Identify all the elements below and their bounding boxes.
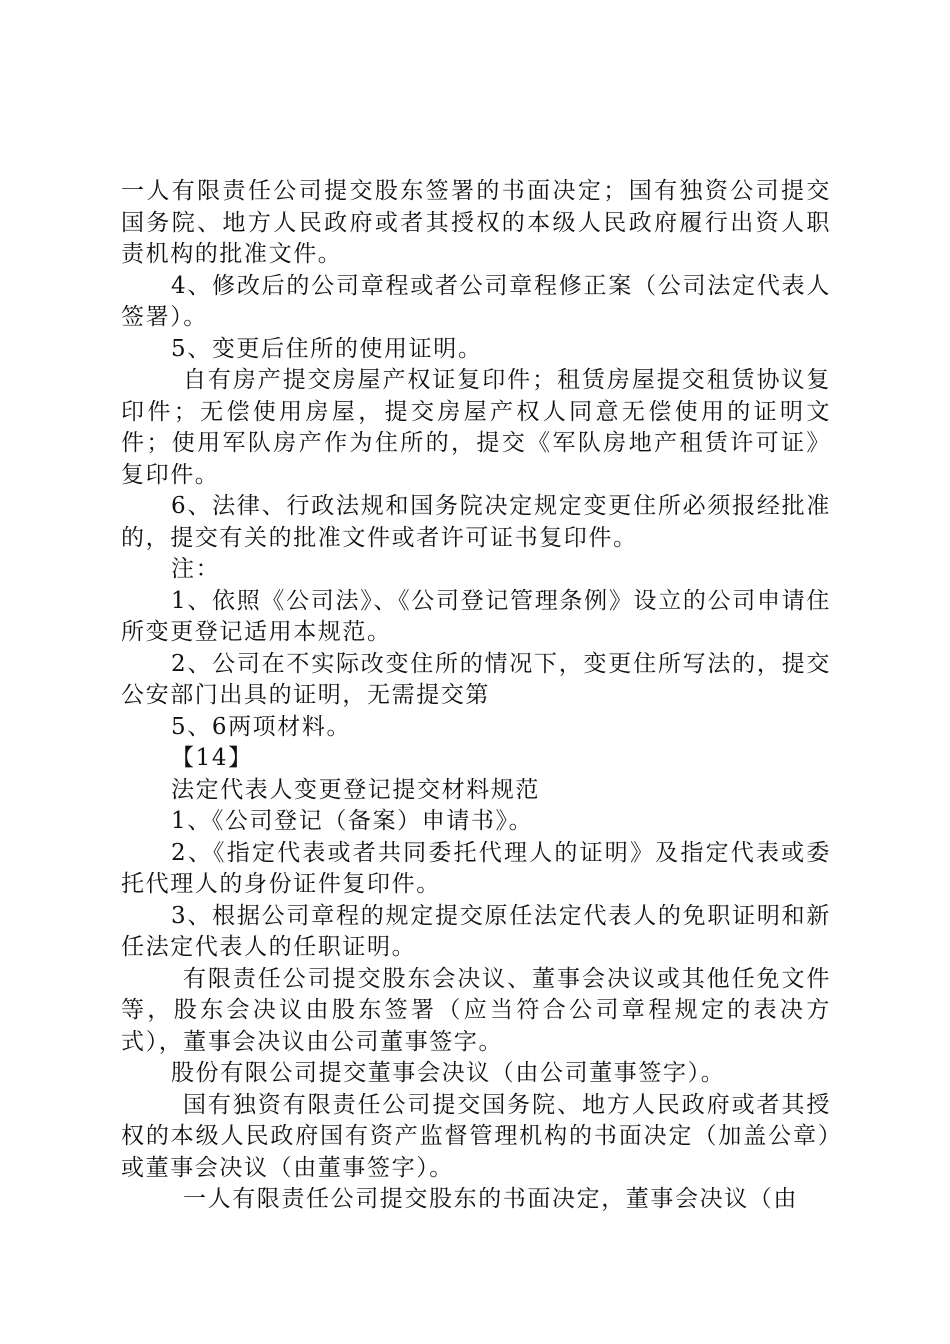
- paragraph-16: 股份有限公司提交董事会决议（由公司董事签字）。: [171, 1060, 726, 1086]
- paragraph-2: 4、修改后的公司章程或者公司章程修正案（公司法定代表人签署）。: [121, 272, 831, 330]
- paragraph-5: 6、法律、行政法规和国务院决定规定变更住所必须报经批准的，提交有关的批准文件或者许可证书复印件。: [121, 493, 831, 551]
- paragraph-4: 自有房产提交房屋产权证复印件；租赁房屋提交租赁协议复印件；无偿使用房屋，提交房屋产权人同意无偿使用的证明文件；使用军队房产作为住所的，提交《军队房地产租赁许可证》复印件。: [121, 367, 831, 488]
- paragraph-18: 一人有限责任公司提交股东的书面决定，董事会决议（由: [183, 1186, 798, 1212]
- paragraph-7: 1、依照《公司法》、《公司登记管理条例》设立的公司申请住所变更登记适用本规范。: [121, 587, 831, 645]
- paragraph-6: 注：: [171, 556, 221, 582]
- section-number: 【14】: [171, 745, 253, 771]
- paragraph-8: 2、公司在不实际改变住所的情况下，变更住所写法的，提交公安部门出具的证明，无需提交第: [121, 650, 831, 708]
- paragraph-3: 5、变更后住所的使用证明。: [171, 335, 483, 362]
- paragraph-12: 1、《公司登记（备案）申请书》。: [171, 808, 534, 834]
- paragraph-13: 2、《指定代表或者共同委托代理人的证明》及指定代表或委托代理人的身份证件复印件。: [121, 839, 831, 897]
- section-heading: 法定代表人变更登记提交材料规范: [171, 776, 540, 803]
- paragraph-9: 5、6两项材料。: [171, 713, 352, 740]
- paragraph-15: 有限责任公司提交股东会决议、董事会决议或其他任免文件等，股东会决议由股东签署（应当符合公司章程规定的表决方式），董事会决议由公司董事签字。: [121, 965, 831, 1055]
- document-body: [121, 176, 831, 1216]
- paragraph-1: 一人有限责任公司提交股东签署的书面决定；国有独资公司提交国务院、地方人民政府或者其授权的本级人民政府履行出资人职责机构的批准文件。: [121, 178, 831, 267]
- paragraph-17: 国有独资有限责任公司提交国务院、地方人民政府或者其授权的本级人民政府国有资产监督管理机构的书面决定（加盖公章）或董事会决议（由董事签字）。: [121, 1091, 831, 1181]
- paragraph-14: 3、根据公司章程的规定提交原任法定代表人的免职证明和新任法定代表人的任职证明。: [121, 902, 831, 960]
